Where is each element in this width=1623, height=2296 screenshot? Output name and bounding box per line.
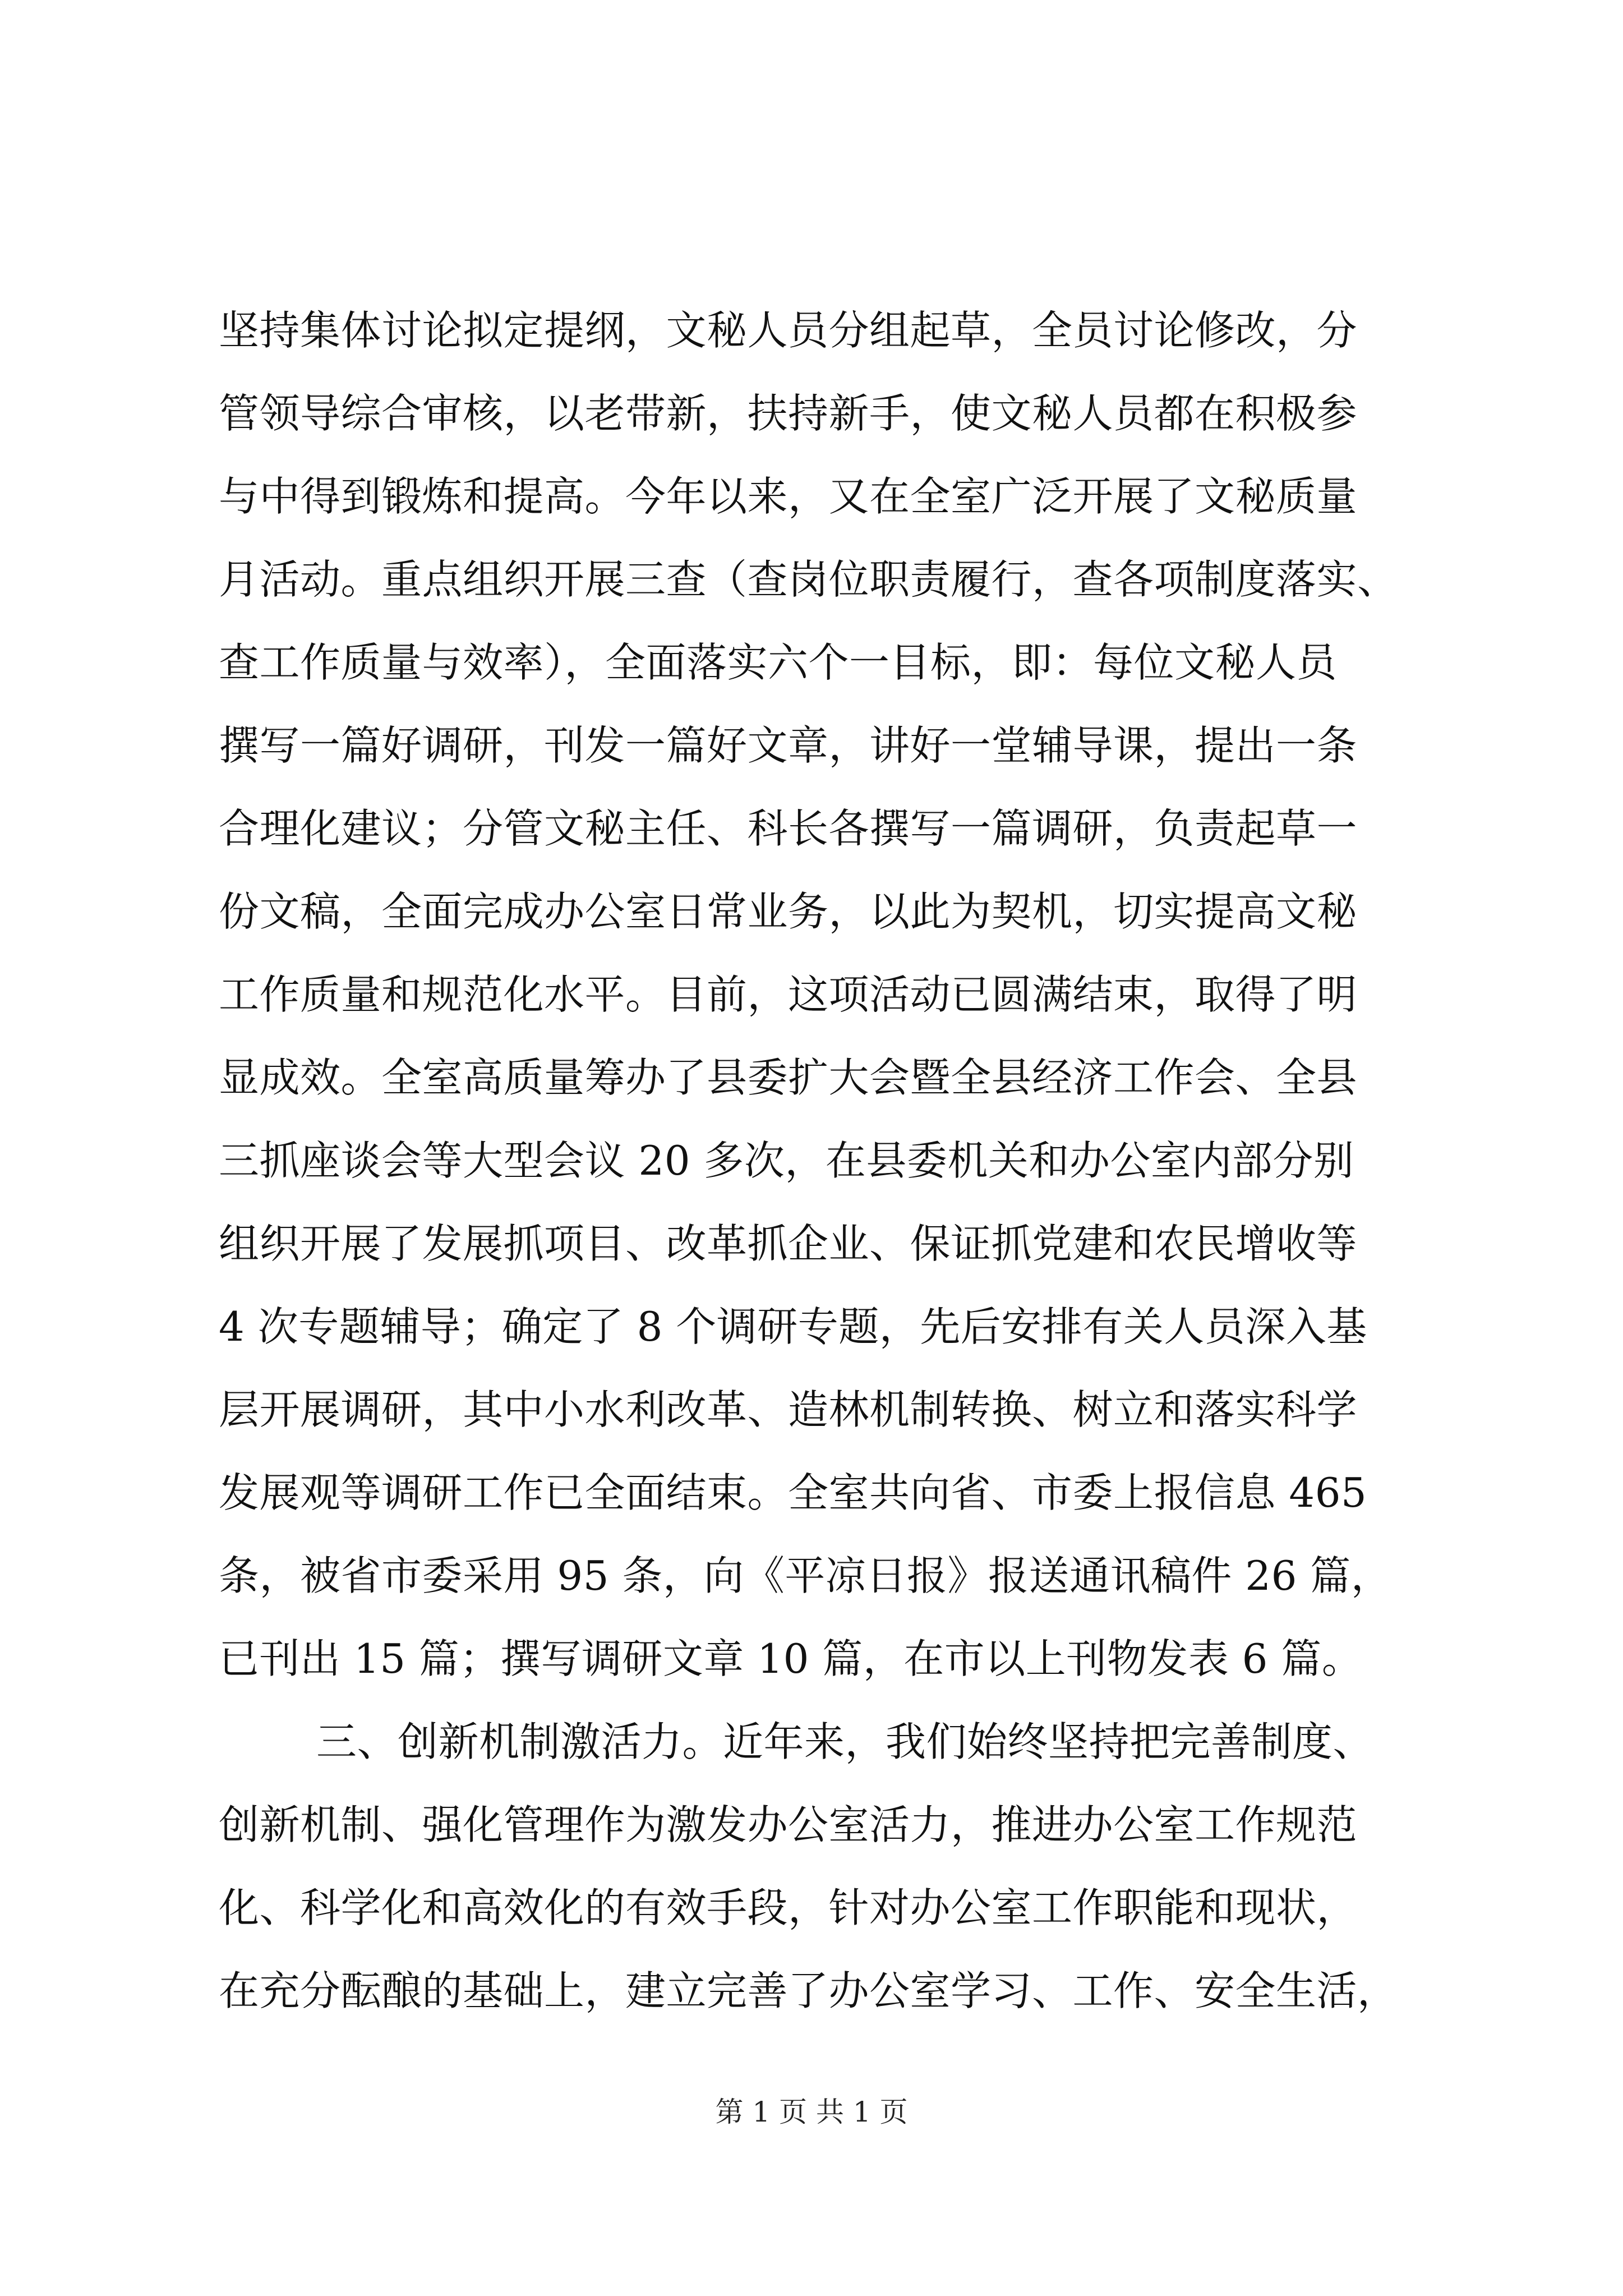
text-line: 在充分酝酿的基础上，建立完善了办公室学习、工作、安全生活， (219, 1967, 1398, 2014)
text-line: 月活动。重点组织开展三查（查岗位职责履行，查各项制度落实、 (219, 556, 1398, 603)
text-line: 合理化建议；分管文秘主任、科长各撰写一篇调研，负责起草一 (219, 805, 1358, 852)
body-text (219, 289, 1447, 2032)
text-line: 与中得到锻炼和提高。今年以来，又在全室广泛开展了文秘质量 (219, 473, 1358, 520)
text-line: 发展观等调研工作已全面结束。全室共向省、市委上报信息 465 (219, 1469, 1367, 1516)
text-line: 管领导综合审核，以老带新，扶持新手，使文秘人员都在积极参 (219, 390, 1358, 437)
text-line: 条，被省市委采用 95 条，向《平凉日报》报送通讯稿件 26 篇， (219, 1552, 1392, 1599)
text-line: 显成效。全室高质量筹办了县委扩大会暨全县经济工作会、全县 (219, 1054, 1358, 1101)
text-line: 已刊出 15 篇；撰写调研文章 10 篇，在市以上刊物发表 6 篇。 (219, 1635, 1363, 1682)
text-line: 工作质量和规范化水平。目前，这项活动已圆满结束，取得了明 (219, 971, 1358, 1018)
text-line: 查工作质量与效率），全面落实六个一目标，即：每位文秘人员 (219, 639, 1338, 686)
section-heading-line: 三、创新机制激活力。近年来，我们始终坚持把完善制度、 (316, 1718, 1374, 1765)
text-line: 创新机制、强化管理作为激发办公室活力，推进办公室工作规范 (219, 1801, 1358, 1848)
text-line: 三抓座谈会等大型会议 20 多次，在县委机关和办公室内部分别 (219, 1137, 1354, 1184)
text-line: 份文稿，全面完成办公室日常业务，以此为契机，切实提高文秘 (219, 888, 1358, 935)
page-footer: 第 1 页 共 1 页 (715, 2096, 908, 2128)
text-line: 化、科学化和高效化的有效手段，针对办公室工作职能和现状， (219, 1884, 1358, 1931)
text-line: 4 次专题辅导；确定了 8 个调研专题，先后安排有关人员深入基 (219, 1303, 1367, 1350)
text-line: 层开展调研，其中小水利改革、造林机制转换、树立和落实科学 (219, 1386, 1358, 1433)
text-line: 组织开展了发展抓项目、改革抓企业、保证抓党建和农民增收等 (219, 1220, 1358, 1267)
text-line: 撰写一篇好调研，刊发一篇好文章，讲好一堂辅导课，提出一条 (219, 722, 1358, 769)
text-line: 坚持集体讨论拟定提纲，文秘人员分组起草，全员讨论修改，分 (219, 307, 1358, 354)
